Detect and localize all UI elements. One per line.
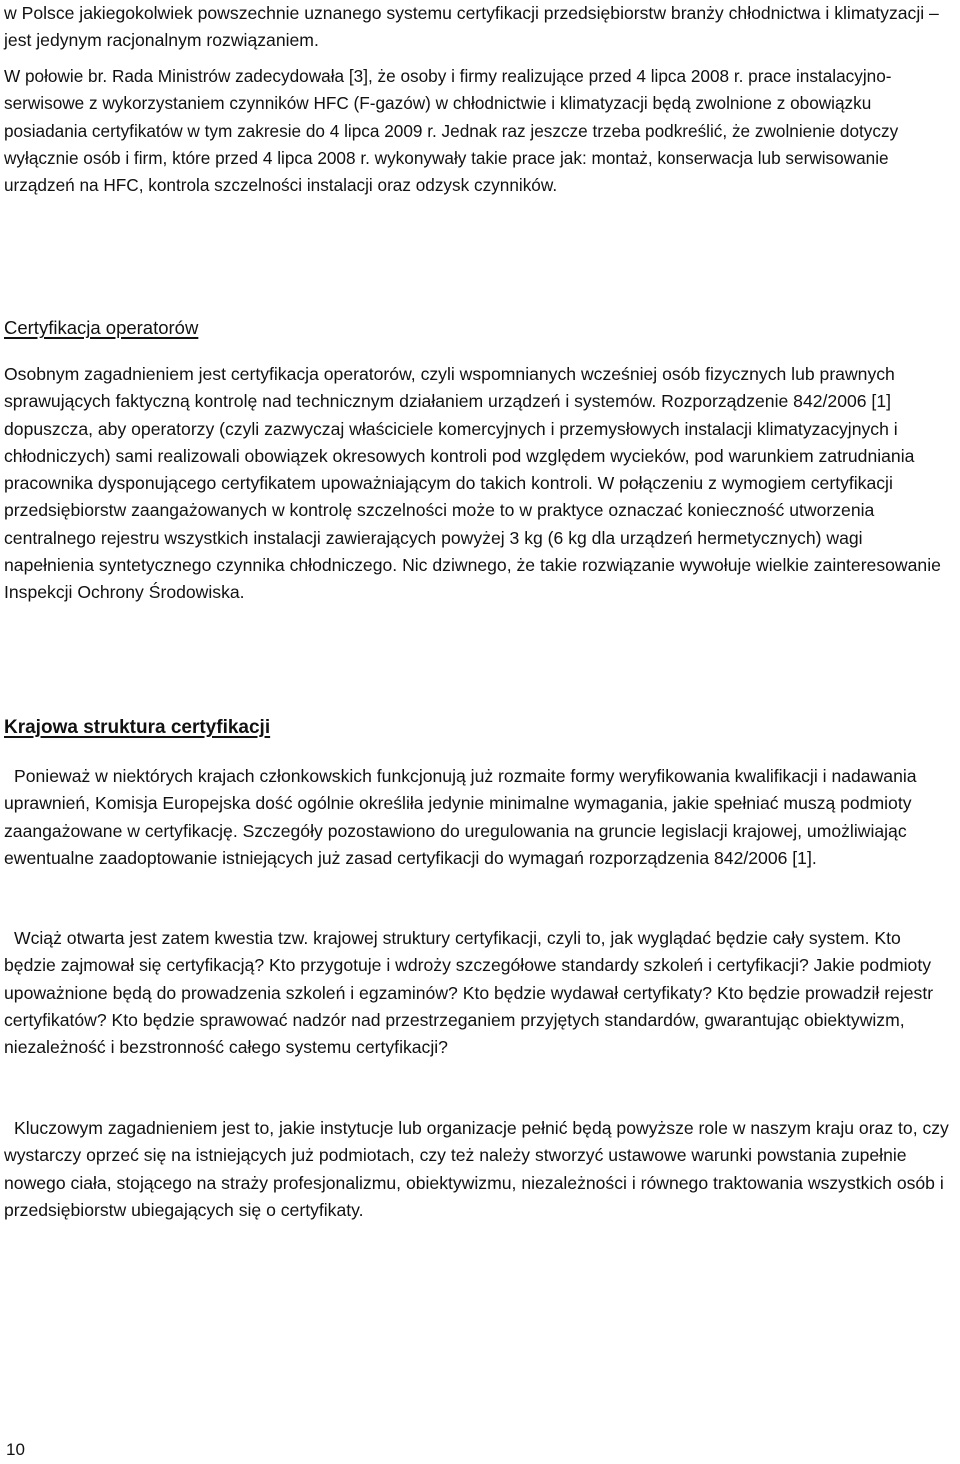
paragraph-operator-certification: Osobnym zagadnieniem jest certyfikacja operatorów, czyli wspomnianych wcześniej osób fizycznych lub prawnych sprawujących faktyczną kontrolę nad technicznym działaniem urządzeń i systemów. Rozporządzenie 842/2006 [1] dopuszcza, aby operatorzy (czyli zazwyczaj właściciele komercyjnych i przemysłowych instalacji klimatyzacyjnych i chłodniczych) sami realizowali obowiązek okresowych kontroli pod względem wycieków, pod warunkiem zatrudniania pracownika dysponującego certyfikatem upoważniającym do takich kontroli. W połączeniu z wymogiem certyfikacji przedsiębiorstw zaangażowanych w kontrolę szczelności może to w praktyce oznaczać konieczność utworzenia centralnego rejestru wszystkich instalacji zawierających powyżej 3 kg (6 kg dla urządzeń hermetycznych) wagi napełnienia syntetycznego czynnika chłodniczego. Nic dziwnego, że takie rozwiązanie wywołuje wielkie zainteresowanie Inspekcji Ochrony Środowiska. xyxy=(4,364,941,603)
paragraph-open-questions: Wciąż otwarta jest zatem kwestia tzw. krajowej struktury certyfikacji, czyli to, jak wyglądać będzie cały system. Kto będzie zajmował się certyfikacją? Kto przygotuje i wdroży szczegółowe standardy szkoleń i certyfikacji? Jakie podmioty upoważnione będą do prowadzenia szkoleń i egzaminów? Kto będzie wydawał certyfikaty? Kto będzie prowadził rejestr certyfikatów? Kto będzie sprawować nadzór nad przestrzeganiem przyjętych standardów, gwarantując obiektywizm, niezależność i bezstronność całego systemu certyfikacji? xyxy=(4,928,934,1058)
page-number: 10 xyxy=(6,1440,25,1459)
paragraph-member-states: Ponieważ w niektórych krajach członkowskich funkcjonują już rozmaite formy weryfikowania kwalifikacji i nadawania uprawnień, Komisja Europejska dość ogólnie określiła jedynie minimalne wymagania, jakie spełniać muszą podmioty zaangażowane w certyfikację. Szczegóły pozostawiono do uregulowania na gruncie legislacji krajowej, umożliwiając ewentualne zaadoptowanie istniejących już zasad certyfikacji do wymagań rozporządzenia 842/2006 [1]. xyxy=(4,766,917,868)
paragraph-key-issue: Kluczowym zagadnieniem jest to, jakie instytucje lub organizacje pełnić będą powyższe role w naszym kraju oraz to, czy wystarczy oprzeć się na istniejących już podmiotach, czy też należy stworzyć ustawowe warunki powstania zupełnie nowego ciała, stojącego na straży profesjonalizmu, obiektywizmu, niezależności i równego traktowania wszystkich osób i przedsiębiorstw ubiegających się o certyfikaty. xyxy=(4,1118,949,1220)
heading-operator-certification: Certyfikacja operatorów xyxy=(4,317,199,338)
paragraph-council-decision: W połowie br. Rada Ministrów zadecydowała [3], że osoby i firmy realizujące przed 4 lipca 2008 r. prace instalacyjno-serwisowe z wykorzystaniem czynników HFC (F-gazów) w chłodnictwie i klimatyzacji będą zwolnione z obowiązku posiadania certyfikatów w tym zakresie do 4 lipca 2009 r. Jednak raz jeszcze trzeba podkreślić, że zwolnienie dotyczy wyłącznie osób i firm, które przed 4 lipca 2008 r. wykonywały takie prace jak: montaż, konserwacja lub serwisowanie urządzeń na HFC, kontrola szczelności instalacji oraz odzysk czynników. xyxy=(4,66,899,196)
heading-national-certification-structure: Krajowa struktura certyfikacji xyxy=(4,717,271,738)
paragraph-intro-continuation: w Polsce jakiegokolwiek powszechnie uznanego systemu certyfikacji przedsiębiorstw branży chłodnictwa i klimatyzacji – jest jedynym racjonalnym rozwiązaniem. xyxy=(4,3,939,51)
